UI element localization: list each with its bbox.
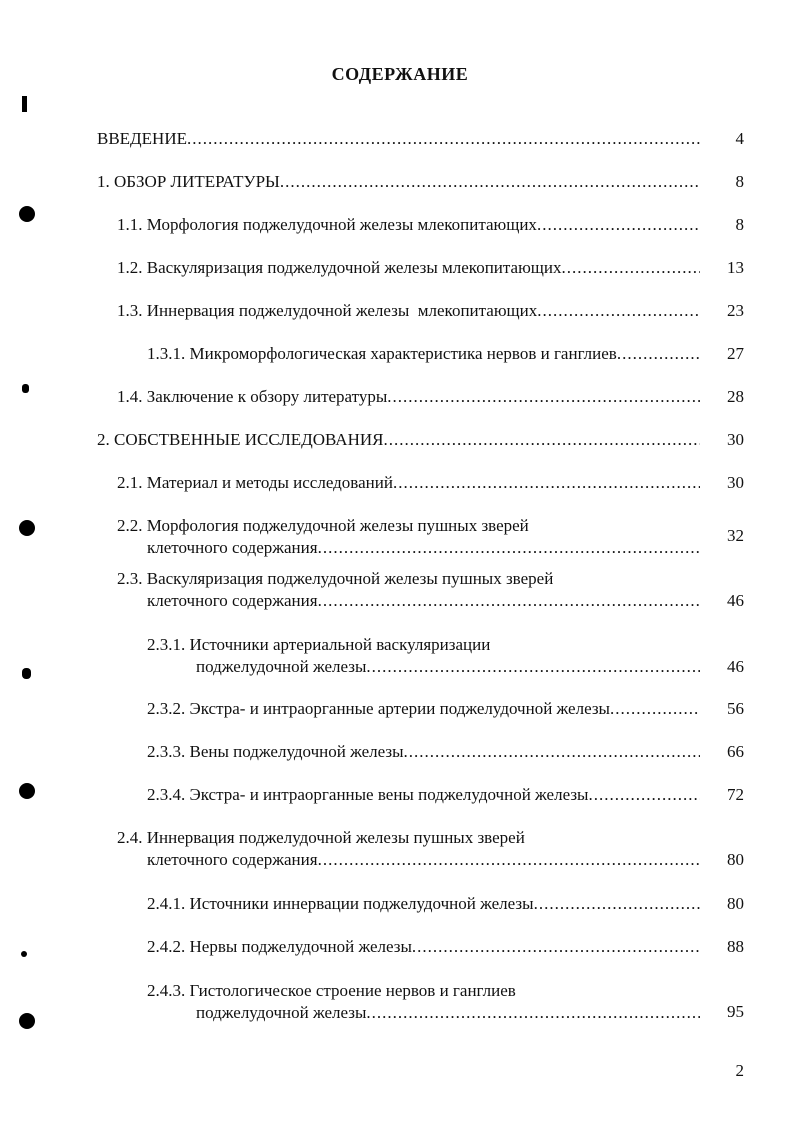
toc-entry-label: 2. СОБСТВЕННЫЕ ИССЛЕДОВАНИЯ	[97, 430, 384, 449]
toc-entry-page: 72	[727, 785, 744, 804]
toc-entry-page: 8	[735, 215, 744, 234]
toc-entry-continuation: поджелудочной железы	[196, 1003, 367, 1022]
toc-entry	[147, 784, 700, 806]
dot-leader	[366, 1002, 700, 1024]
toc-entry	[147, 893, 700, 915]
toc-entry	[147, 936, 700, 958]
toc-entry	[117, 827, 700, 871]
page-number: 2	[735, 1061, 744, 1080]
dot-leader	[610, 698, 700, 720]
toc-entry-label: 1.2. Васкуляризация поджелудочной железы млекопитающих	[117, 258, 562, 277]
toc-entry-label: 2.2. Морфология поджелудочной железы пушных зверей	[117, 516, 529, 535]
toc-entry-label: 2.3.4. Экстра- и интраорганные вены поджелудочной железы	[147, 785, 589, 804]
toc-entry-continuation: клеточного содержания	[147, 850, 318, 869]
toc-entry-label: 1. ОБЗОР ЛИТЕРАТУРЫ	[97, 172, 280, 191]
toc-entry-label: 2.3.3. Вены поджелудочной железы	[147, 742, 404, 761]
toc-entry-label: 2.4. Иннервация поджелудочной железы пушных зверей	[117, 828, 525, 847]
page-title: СОДЕРЖАНИЕ	[331, 64, 469, 84]
toc-entry-label: 1.1. Морфология поджелудочной железы млекопитающих	[117, 215, 537, 234]
toc-entry-label: 2.4.3. Гистологическое строение нервов и ганглиев	[147, 981, 516, 1000]
toc-entry	[117, 386, 700, 408]
dot-leader	[561, 257, 700, 279]
dot-leader	[412, 936, 700, 958]
dot-leader	[617, 343, 700, 365]
toc-entry	[117, 257, 700, 279]
dot-leader	[393, 472, 700, 494]
toc-entry-continuation: клеточного содержания	[147, 538, 318, 557]
scan-mark	[22, 96, 27, 112]
toc-entry-label: 2.3. Васкуляризация поджелудочной железы пушных зверей	[117, 569, 554, 588]
binding-hole	[19, 1013, 35, 1029]
dot-leader	[387, 386, 700, 408]
toc-entry-page: 88	[727, 937, 744, 956]
binding-hole	[19, 520, 35, 536]
dot-leader	[534, 893, 700, 915]
toc-entry-page: 28	[727, 387, 744, 406]
toc-entry-label: 1.3.1. Микроморфологическая характеристика нервов и ганглиев	[147, 344, 617, 363]
toc-entry-page: 46	[727, 591, 744, 610]
toc-entry-label: 1.4. Заключение к обзору литературы	[117, 387, 388, 406]
toc-entry-label: 2.4.1. Источники иннервации поджелудочной железы	[147, 894, 534, 913]
toc-entry-continuation: клеточного содержания	[147, 591, 318, 610]
toc-entry-label: 2.1. Материал и методы исследований	[117, 473, 393, 492]
toc-entry-page: 27	[727, 344, 744, 363]
dot-leader	[366, 656, 700, 678]
toc-entry-page: 56	[727, 699, 744, 718]
dot-leader	[404, 741, 700, 763]
toc-entry	[147, 741, 700, 763]
scan-mark	[21, 951, 27, 957]
toc-entry	[97, 128, 700, 150]
binding-hole	[19, 206, 35, 222]
toc-entry-continuation: поджелудочной железы	[196, 657, 367, 676]
toc-entry	[147, 980, 700, 1024]
toc-entry-page: 80	[727, 894, 744, 913]
toc-entry	[117, 568, 700, 612]
toc-entry-page: 32	[727, 526, 744, 545]
dot-leader	[318, 537, 700, 559]
toc-entry-page: 80	[727, 850, 744, 869]
toc-entry	[97, 171, 700, 193]
toc-entry-page: 4	[735, 129, 744, 148]
toc-entry	[117, 300, 700, 322]
toc-entry	[97, 429, 700, 451]
scan-mark	[22, 668, 31, 679]
toc-entry	[117, 515, 700, 559]
scan-mark	[22, 384, 29, 393]
toc-entry-page: 46	[727, 657, 744, 676]
dot-leader	[537, 300, 700, 322]
dot-leader	[280, 171, 700, 193]
dot-leader	[318, 849, 700, 871]
toc-entry-label: 2.3.2. Экстра- и интраорганные артерии поджелудочной железы	[147, 699, 610, 718]
dot-leader	[318, 590, 700, 612]
toc-entry-label: 2.3.1. Источники артериальной васкуляризации	[147, 635, 491, 654]
dot-leader	[537, 214, 700, 236]
dot-leader	[588, 784, 700, 806]
toc-entry	[147, 698, 700, 720]
toc-entry-page: 30	[727, 473, 744, 492]
toc-entry	[117, 214, 700, 236]
binding-hole	[19, 783, 35, 799]
dot-leader	[383, 429, 700, 451]
dot-leader	[187, 128, 700, 150]
toc-entry-page: 95	[727, 1002, 744, 1021]
toc-entry	[147, 343, 700, 365]
toc-entry-page: 13	[727, 258, 744, 277]
toc-entry-page: 66	[727, 742, 744, 761]
toc-entry-page: 23	[727, 301, 744, 320]
toc-entry-page: 30	[727, 430, 744, 449]
toc-entry-page: 8	[735, 172, 744, 191]
toc-entry-label: 2.4.2. Нервы поджелудочной железы	[147, 937, 412, 956]
toc-entry-label: ВВЕДЕНИЕ	[97, 129, 187, 148]
toc-entry	[147, 634, 700, 678]
toc-entry-label: 1.3. Иннервация поджелудочной железы млекопитающих	[117, 301, 538, 320]
toc-entry	[117, 472, 700, 494]
